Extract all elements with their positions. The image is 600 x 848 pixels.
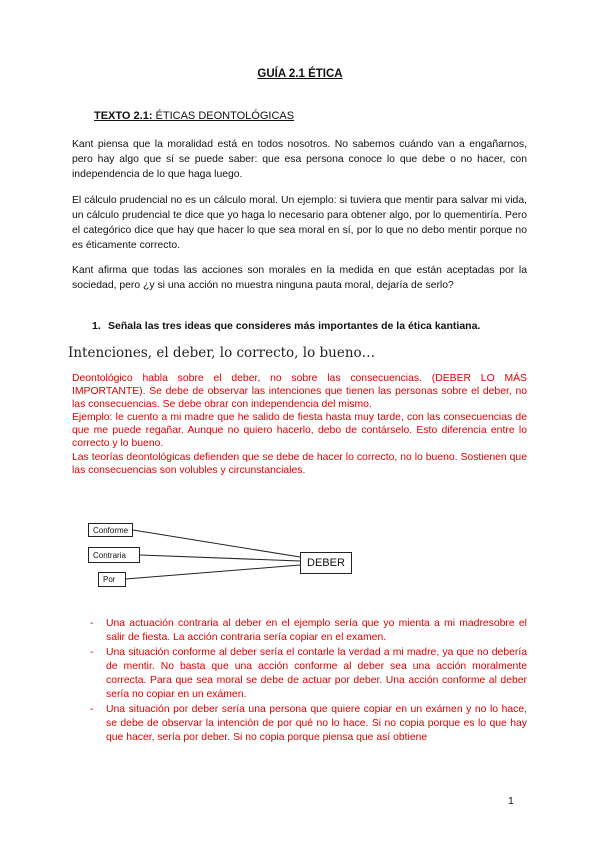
bullet-marker: - (90, 704, 94, 716)
list-item (90, 617, 527, 644)
red-answer-paragraph: Ejemplo: le cuento a mi madre que he salido de fiesta hasta muy tarde, con las consecuencias de que me puede regañar. Aunque no quiero hacerlo, debo de contárselo. Esto diferencia entre lo correcto y lo bueno. (72, 412, 527, 450)
connector-contraria (140, 555, 300, 561)
diagram-box-por: Por (98, 572, 126, 587)
subtitle-text: ÉTICAS DEONTOLÓGICAS (152, 110, 295, 122)
bullet-marker: - (90, 618, 94, 629)
diagram-box-conforme: Conforme (88, 523, 133, 537)
connector-conforme (133, 530, 300, 557)
question-number: 1. (92, 320, 101, 332)
red-answer-paragraph: Deontológico habla sobre el deber, no sobre las consecuencias. (DEBER LO MÁS IMPORTANTE). Se debe de observar las intenciones que tienen las personas sobre el deber, no las consecuencias. Se debe obrar con independencia del mismo. (72, 373, 527, 411)
question-text: Señala las tres ideas que consideres más importantes de la ética kantiana. (108, 320, 481, 332)
paragraph-3: Kant afirma que todas las acciones son morales en la medida en que están aceptadas por la sociedad, pero ¿y si una acción no muestra ninguna pauta moral, dejaría de serlo? (72, 265, 527, 291)
connector-por (126, 565, 300, 579)
bullet-marker: - (90, 647, 94, 659)
red-answer-paragraph: Las teorías deontológicas defienden que se debe de hacer lo correcto, no lo bueno. Sostienen que las consecuencias son volubles y circunstanciales. (72, 451, 527, 476)
document-title: GUÍA 2.1 ÉTICA (257, 68, 343, 80)
diagram-box-contraria: Contraria (88, 547, 140, 563)
list-item (90, 703, 527, 744)
bullet-text: Una actuación contraria al deber en el ejemplo sería que yo mienta a mi madresobre el salir de fiesta. La acción contraria sería copiar en el examen. (106, 618, 527, 643)
bullet-text: Una situación por deber sería una persona que quiere copiar en un exámen y no lo hace, se debe de observar la intención de por qué no lo hace. Si no copia porque es lo que hay que hacer, sería por deber. Si no copia porque piensa que así obtiene (106, 704, 527, 743)
page-number: 1 (508, 795, 514, 807)
list-item (90, 646, 527, 701)
subtitle-label: TEXTO 2.1: (94, 110, 153, 122)
bullet-list (90, 617, 527, 746)
handwritten-answer: Intenciones, el deber, lo correcto, lo bueno… (68, 345, 376, 361)
paragraph-2: El cálculo prudencial no es un cálculo moral. Un ejemplo: si tuviera que mentir para salvar mi vida, un cálculo prudencial te dice que yo haga lo necesario para obtener algo, por lo quementiría. Pero el categórico dice que hay que hacer lo que sea moral en sí, por lo que no debo mentir porque no es éticamente correcto. (72, 195, 527, 251)
diagram-box-deber: DEBER (300, 552, 352, 574)
bullet-text: Una situación conforme al deber sería el contarle la verdad a mi madre, ya que no debería de mentir. No basta que una acción conforme al deber sea una acción moralmente correcta. Para que sea moral se debe de actuar por deber. Una acción conforme al deber sería no copiar en un exámen. (106, 647, 527, 700)
paragraph-1: Kant piensa que la moralidad está en todos nosotros. No sabemos cuándo van a engañarnos, pero hay algo que sí se puede saber: que esa persona conoce lo que debe o no hacer, con independencia de lo que haga luego. (72, 139, 527, 180)
